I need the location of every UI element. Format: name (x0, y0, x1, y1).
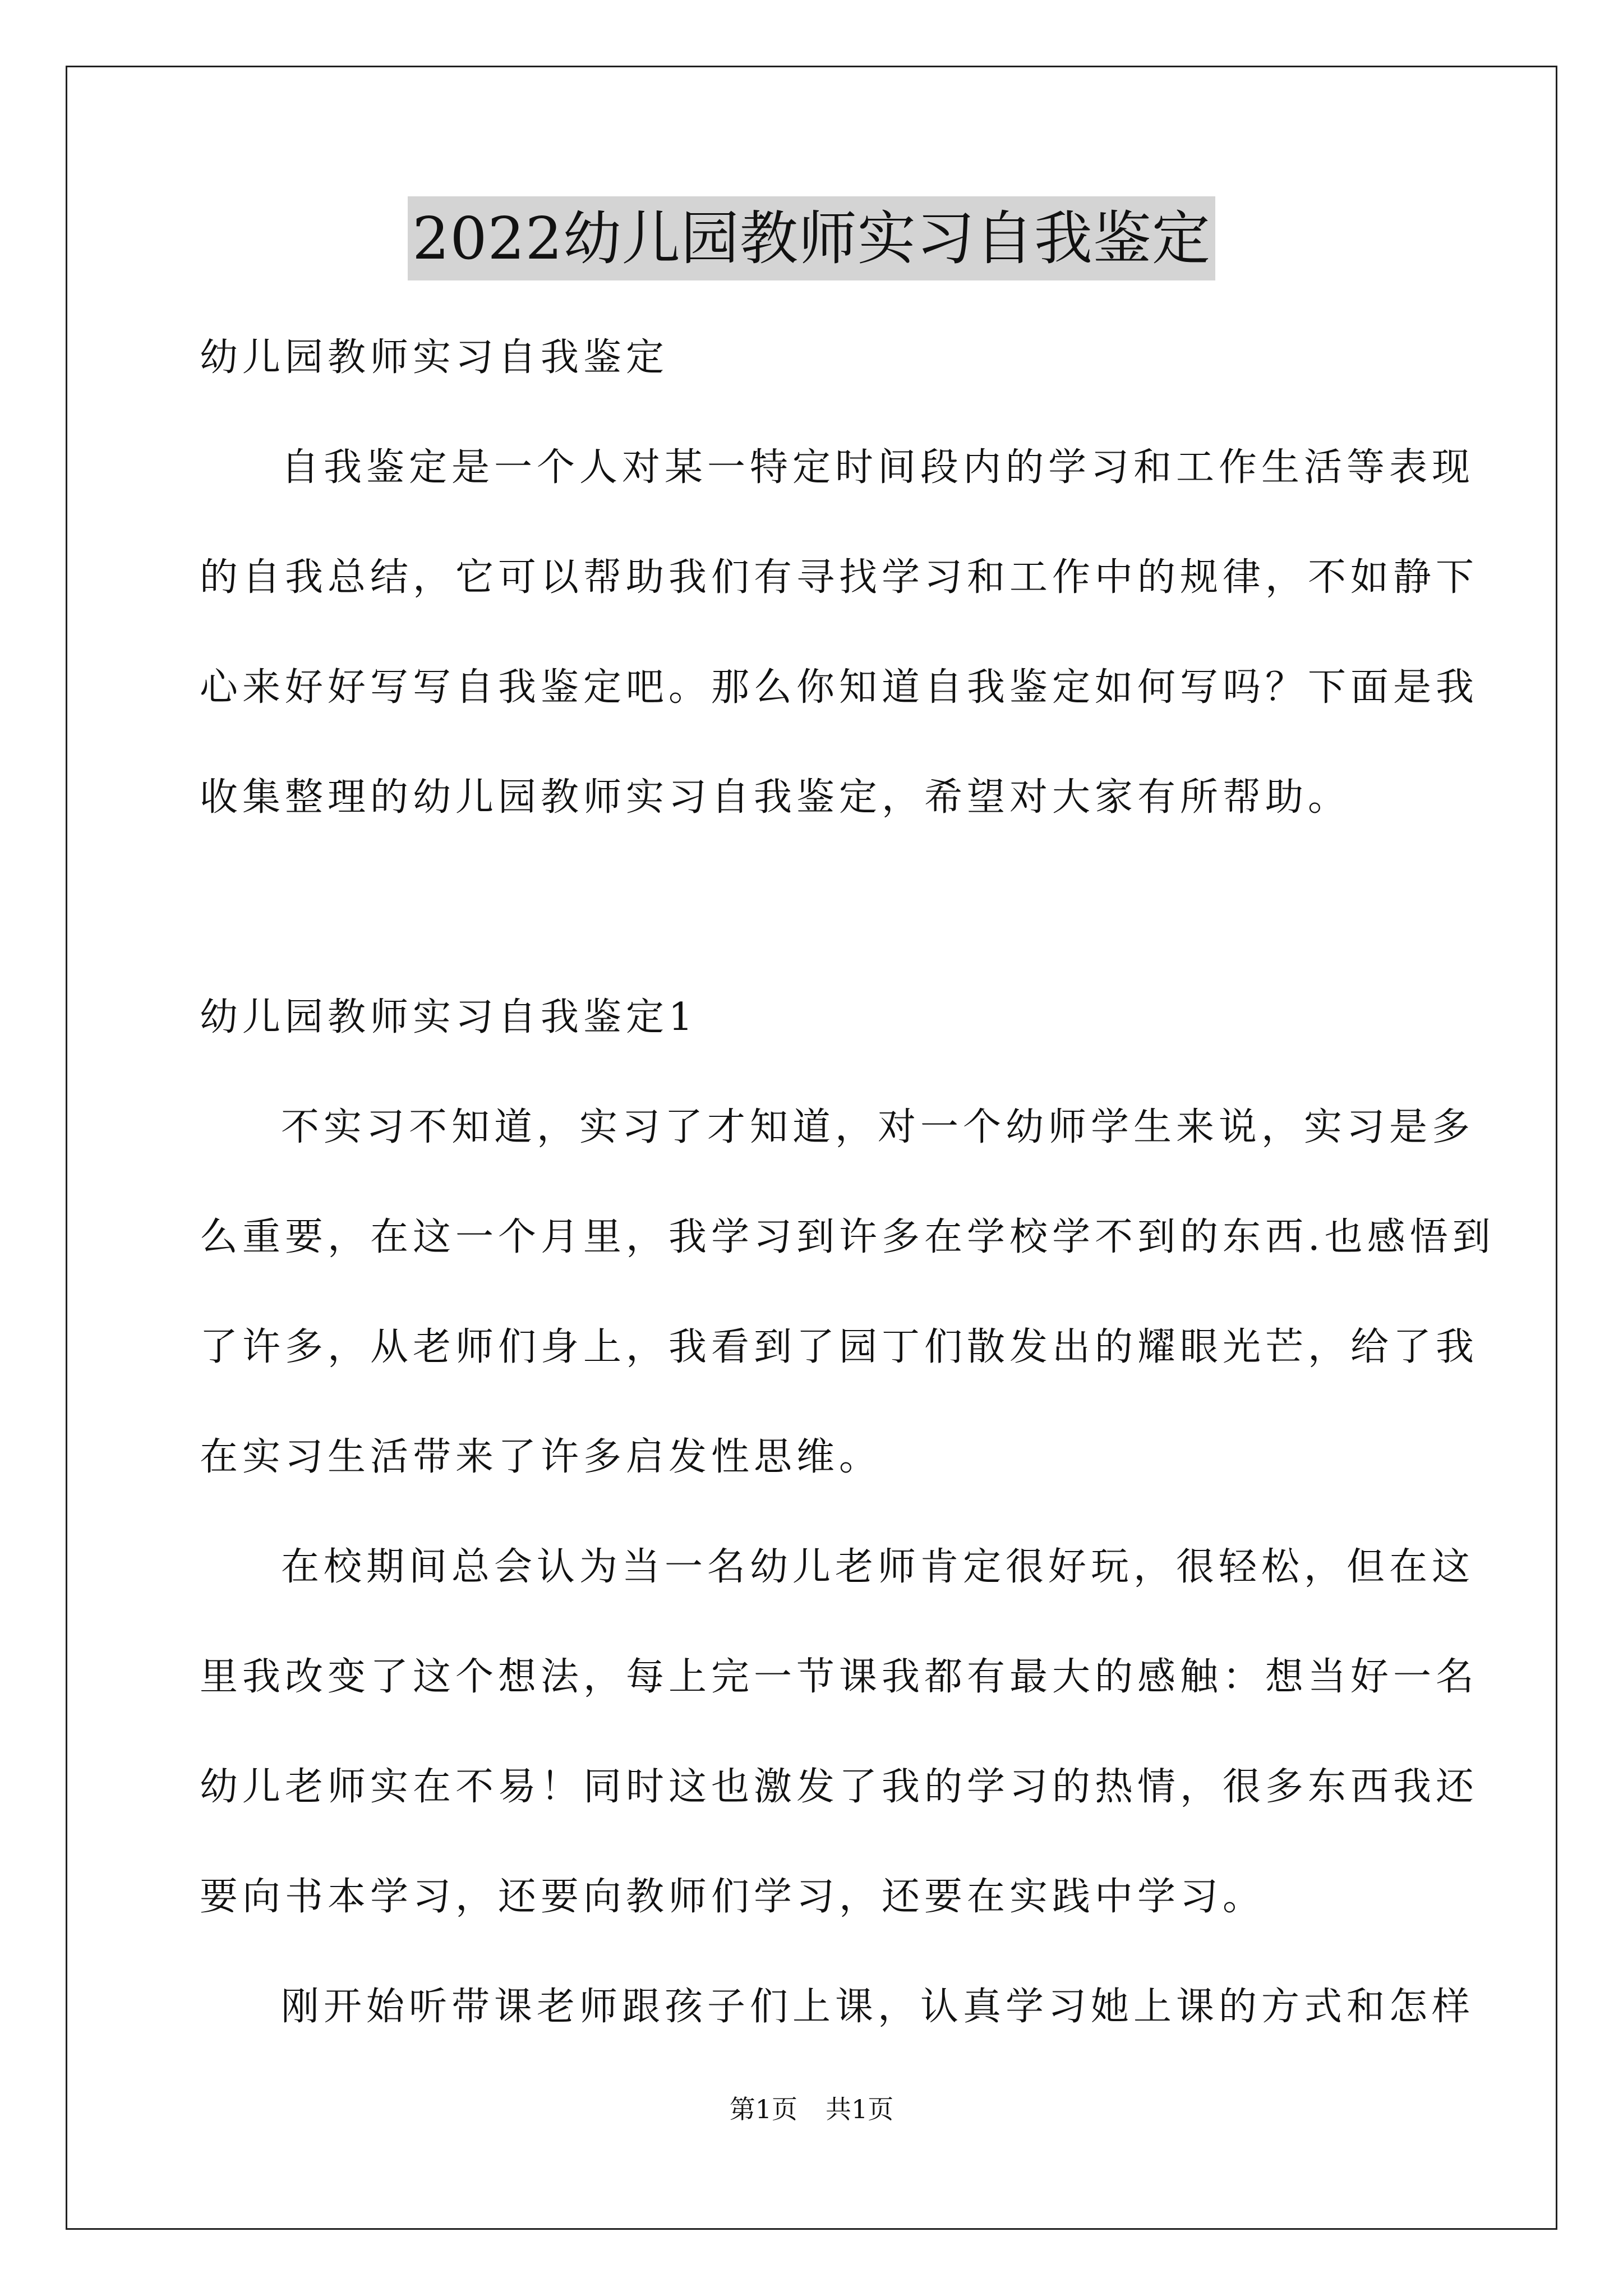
paragraph (200, 1952, 1475, 2062)
intro-paragraph (200, 413, 1479, 853)
page-footer (0, 2092, 1623, 2126)
section-heading: 幼儿园教师实习自我鉴定 (200, 335, 669, 380)
paragraph-line: 在校期间总会认为当一名幼儿老师肯定很好玩，很轻松，但在这 (281, 1545, 1475, 1589)
paragraph (200, 1512, 1479, 1952)
page-number: 第1页 (729, 2094, 797, 2124)
title-container (0, 196, 1623, 280)
paragraph-line: 的自我总结，它可以帮助我们有寻找学习和工作中的规律，不如静下 (200, 555, 1479, 600)
paragraph-line: 心来好好写写自我鉴定吧。那么你知道自我鉴定如何写吗？下面是我 (200, 665, 1479, 710)
paragraph-line: 自我鉴定是一个人对某一特定时间段内的学习和工作生活等表现 (281, 445, 1475, 490)
document-title: 2022幼儿园教师实习自我鉴定 (408, 196, 1215, 280)
section-heading: 幼儿园教师实习自我鉴定1 (200, 995, 698, 1039)
paragraph-line: 么重要，在这一个月里，我学习到许多在学校学不到的东西.也感悟到 (200, 1215, 1495, 1259)
paragraph-line: 幼儿老师实在不易！同时这也激发了我的学习的热情，很多东西我还 (200, 1765, 1479, 1809)
paragraph-line: 要向书本学习，还要向教师们学习，还要在实践中学习。 (200, 1875, 1266, 1919)
paragraph-line: 了许多，从老师们身上，我看到了园丁们散发出的耀眼光芒，给了我 (200, 1325, 1479, 1369)
paragraph-line: 不实习不知道，实习了才知道，对一个幼师学生来说，实习是多 (281, 1105, 1475, 1149)
paragraph-line: 里我改变了这个想法，每上完一节课我都有最大的感触：想当好一名 (200, 1655, 1479, 1699)
page-total: 共1页 (826, 2094, 894, 2124)
document-body (200, 303, 1495, 2062)
paragraph-line: 收集整理的幼儿园教师实习自我鉴定，希望对大家有所帮助。 (200, 775, 1351, 820)
paragraph-line: 在实习生活带来了许多启发性思维。 (200, 1435, 882, 1479)
blank-line (200, 853, 1433, 963)
paragraph (200, 1073, 1495, 1512)
paragraph-line: 刚开始听带课老师跟孩子们上课，认真学习她上课的方式和怎样 (281, 1985, 1475, 2029)
